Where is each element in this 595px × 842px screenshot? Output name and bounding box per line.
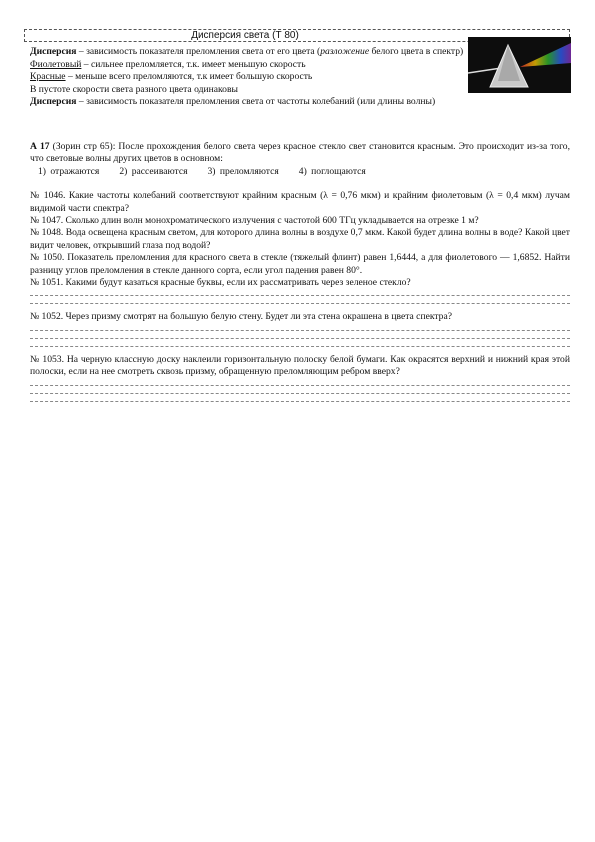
definition-dispersion-color: Дисперсия – зависимость показателя преломления света от его цвета (разложение белого цвета в спектр)	[30, 46, 464, 57]
option-2: 2) рассеиваются	[119, 165, 188, 177]
answer-line	[30, 393, 570, 394]
page-title: Дисперсия света (Т 80)	[191, 30, 299, 41]
option-4: 4) поглощаются	[298, 165, 366, 177]
definition-red: Красные – меньше всего преломляются, т.к имеет большую скорость	[30, 71, 313, 83]
definitions-block	[30, 46, 465, 109]
option-3: 3) преломляются	[207, 165, 279, 177]
prism-icon	[468, 37, 571, 93]
answer-line	[30, 303, 570, 304]
tasks-block	[30, 141, 570, 409]
term-violet: Фиолетовый	[30, 58, 82, 70]
definition-vacuum: В пустоте скорости света разного цвета одинаковы	[30, 83, 238, 95]
problem-1046: № 1046. Какие частоты колебаний соответствуют крайним красным (λ = 0,76 мкм) и крайним фиолетовым (λ = 0,4 мкм) лучам видимой части спектра?	[30, 190, 570, 214]
definition-dispersion-frequency: Дисперсия – зависимость показателя преломления света от частоты колебаний (или длины волны)	[30, 96, 436, 108]
answer-line	[30, 385, 570, 386]
problem-1047: № 1047. Сколько длин волн монохроматического излучения с частотой 600 ТГц укладывается на отрезке 1 м?	[30, 215, 479, 227]
problem-1051: № 1051. Какими будут казаться красные буквы, если их рассматривать через зеленое стекло?	[30, 277, 411, 289]
answer-line	[30, 330, 570, 331]
answer-line	[30, 401, 570, 402]
problem-1050: № 1050. Показатель преломления для красного света в стекле (тяжелый флинт) равен 1,6444, а для фиолетового — 1,6852. Найти разницу углов преломления в стекле данного сорта, если угол падения равен 80°.	[30, 252, 570, 276]
task-a17: А 17 (Зорин стр 65): После прохождения белого света через красное стекло свет становится красным. Это происходит из-за того, что световые волны других цветов в основном:	[30, 141, 570, 165]
option-1: 1) отражаются	[38, 165, 100, 177]
prism-dispersion-image	[468, 37, 571, 93]
problem-1052: № 1052. Через призму смотрят на большую белую стену. Будет ли эта стена окрашена в цвета спектра?	[30, 311, 452, 323]
task-a17-label: А 17	[30, 141, 50, 152]
term-dispersion: Дисперсия	[30, 46, 77, 57]
term-dispersion-2: Дисперсия	[30, 96, 77, 108]
term-red: Красные	[30, 71, 66, 83]
problem-1053: № 1053. На черную классную доску наклеили горизонтальную полоску белой бумаги. Как окрасятся верхний и нижний края этой полоски, если на нее смотреть сквозь призму, обращенную преломляющим ребром вверх?	[30, 353, 570, 378]
answer-line	[30, 295, 570, 296]
answer-line	[30, 346, 570, 347]
answer-line	[30, 338, 570, 339]
problem-1048: № 1048. Вода освещена красным светом, для которого длина волны в воздухе 0,7 мкм. Какой будет длина волны в воде? Какой цвет видит человек, открывший глаза под водой?	[30, 227, 570, 251]
task-a17-options	[30, 166, 570, 178]
definition-violet: Фиолетовый – сильнее преломляется, т.к. имеет меньшую скорость	[30, 58, 306, 70]
